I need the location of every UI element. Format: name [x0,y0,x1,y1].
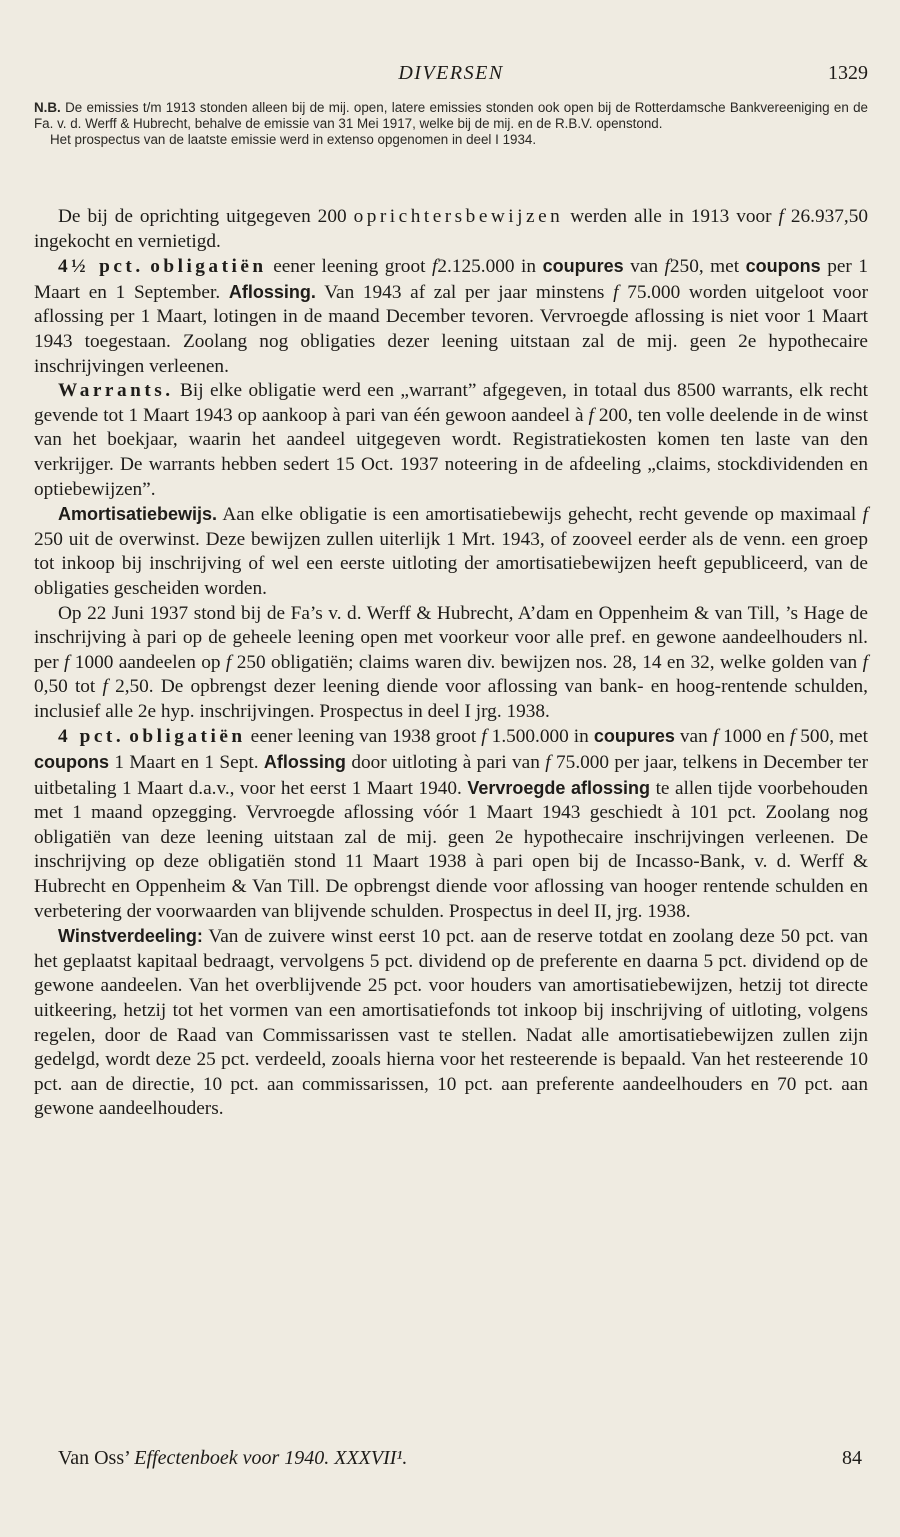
text-run: 0,50 tot [34,676,96,698]
spaced-term: obligatiën [129,726,246,748]
spaced-term: 4½ pct. [58,256,144,278]
text-run: 1.500.000 in [491,726,589,748]
footer-source [58,1447,407,1470]
text-run: van [630,256,658,278]
text-run: eener leening van 1938 groot [250,726,477,748]
bold-term: Aflossing [263,752,346,773]
text-run: 26.937,50 ingekocht en vernietigd. [34,206,868,252]
florin-sign: f [64,651,70,673]
florin-sign: f [789,726,796,748]
text-run: 250 uit de overwinst. Deze bewijzen zullen uiterlijk 1 Mrt. 1943, of zooveel eerder als de venn. een groep tot inkoop bij inschrijving of wel een eerste uitloting der amortisatiebewijzen heeft gepubliceerd, van de obligaties gescheiden worden. [34,528,868,599]
bold-term: Amortisatiebewijs. [58,504,218,525]
florin-sign: f [712,726,719,748]
running-footer [58,1447,862,1473]
footer-book-title: Effectenboek voor 1940. XXXVII¹. [134,1447,408,1469]
text-run: Van de zuivere winst eerst 10 pct. aan de reserve totdat en zoolang deze 50 pct. van het geplaatst kapitaal bedraagt, vervolgens 5 pct. dividend op de preferente en daarna 5 pct. dividend op de gewone aandeelen. Van het overblijvende 25 pct. voor houders van amortisatiebewijzen, hetzij tot directe uitkeering, hetzij tot het vormen van een amortisatiefonds tot inkoop bij inschrijving of uitloting, volgens regelen, door de Raad van Commissarissen vast te stellen. Nadat alle amortisatiebewijzen zullen zijn gedelgd, wordt deze 25 pct. verdeeld, zooals hierna voor het resteerende is bepaald. Van het resteerende 10 pct. aan de directie, 10 pct. aan commissarissen, 10 pct. aan preferente aandeelhouders en 70 pct. aan gewone aandeelhouders. [34,926,868,1120]
paragraph-oprichtersbewijzen [34,205,868,254]
paragraph-inschrijving-1937 [34,602,868,725]
text-run: De bij de oprichting uitgegeven 200 [58,206,347,227]
paragraph-obligaties-4-5 [34,254,868,379]
text-run: 500, met [800,726,868,748]
header-page-number: 1329 [828,62,868,84]
note-paragraph-1 [34,100,868,132]
text-run: 1000 en [723,726,785,748]
text-run: 250, met [669,256,740,278]
note-paragraph-2: Het prospectus van de laatste emissie werd in extenso opgenomen in deel I 1934. [50,132,537,148]
running-header [34,62,868,88]
spaced-term: Warrants. [58,380,174,402]
text-run: per 1 Maart en 1 September. [34,256,869,303]
text-run: 75.000 worden uitgeloot voor aflossing per 1 Maart, lotingen in de maand December tevoren. Vervroegde aflossing is niet voor 1 Maart 1943 toegestaan. Zoolang nog obligaties dezer leening uitstaan zal de mij. geen 2e hypothecaire inschrijvingen verleenen. [34,281,868,377]
florin-sign: f [862,651,868,673]
spaced-term: oprichtersbewijzen [353,206,564,227]
text-run: 75.000 per jaar, telkens in December ter uitbetaling 1 Maart d.a.v., voor het eerst 1 Maart 1940. [34,752,869,799]
florin-sign: f [225,651,232,673]
text-run: werden alle in 1913 voor [570,206,772,227]
bold-term: coupures [542,256,624,277]
note-text-1: De emissies t/m 1913 stonden alleen bij de mij. open, latere emissies stonden ook open bij de Rotterdamsche Bankvereeniging en de Fa. v. d. Werff & Hubrecht, behalve de emissie van 31 Mei 1917, welke bij de mij. en de R.B.V. openstond. [34,100,868,132]
text-run: Van 1943 af zal per jaar minstens [324,281,605,303]
florin-sign: f [588,404,594,426]
paragraph-winstverdeeling [34,924,868,1122]
bold-term: coupures [593,726,675,747]
paragraph-amortisatiebewijs [34,502,868,601]
paragraph-warrants [34,379,868,502]
florin-sign: f [664,256,670,278]
bold-term: Aflossing. [228,281,316,302]
footer-prefix: Van Oss’ [58,1447,130,1469]
note-label: N.B. [34,100,61,115]
florin-sign: f [545,752,551,774]
footnote-block [34,100,868,149]
text-run: 1 Maart en 1 Sept. [114,752,259,774]
text-run: Bij elke obligatie werd een „warrant” afgegeven, in totaal dus 8500 warrants, elk recht gevende tot 1 Maart 1943 op aankoop à pari van één gewoon aandeel à [34,380,868,426]
main-text [34,205,868,1122]
bold-term: Winstverdeeling: [58,926,203,947]
paragraph-obligaties-4 [34,724,868,924]
text-run: 200, ten volle deelende in de winst van het boekjaar, waarin het aandeel uitgegeven wordt. Registratiekosten komen ten laste van den verkrijger. De warrants hebben sedert 15 Oct. 1937 noteering in de afdeeling „claims, stockdividenden en optiebewijzen”. [34,404,868,500]
spaced-term: obligatiën [150,256,267,278]
text-run: 250 obligatiën; claims waren div. bewijzen nos. 28, 14 en 32, welke golden van [236,651,858,673]
text-run: eener leening groot [273,256,426,278]
section-title: DIVERSEN [398,62,504,84]
florin-sign: f [481,726,487,748]
text-run: 1000 aandeelen op [74,651,221,673]
bold-term: Vervroegde aflossing [467,777,651,798]
text-run: 2,50. De opbrengst dezer leening diende voor aflossing van bank- en hoog-rentende schulden, inclusief alle 2e hyp. inschrijvingen. Prospectus in deel I jrg. 1938. [34,676,868,722]
florin-sign: f [432,256,438,278]
text-run: van [679,726,708,748]
text-run: 2.125.000 in [437,256,537,278]
text-run: te allen tijde voorbehouden met 1 maand opzegging. Vervroegde aflossing vóór 1 Maart 1943 geschiedt à 101 pct. Zoolang nog obligatiën van deze leening uitstaan zal de mij. geen 2e hypothecaire inschrijvingen verleenen. De inschrijving op deze obligatiën stond 11 Maart 1938 à pari open bij de Incasso-Bank, v. d. Werff & Hubrecht en Oppenheim & Van Till. De opbrengst diende voor aflossing van hooger rentende schulden en verbetering der voorwaarden van blijvende schulden. Prospectus in deel II, jrg. 1938. [34,777,868,922]
florin-sign: f [102,676,108,698]
florin-sign: f [862,504,868,526]
bold-term: coupons [745,256,821,277]
text-run: door uitloting à pari van [351,752,540,774]
footer-page-number: 84 [842,1447,862,1469]
text-run: Op 22 Juni 1937 stond bij de Fa’s v. d. Werff & Hubrecht, A’dam en Oppenheim & van Till, ’s Hage de inschrijving à pari op de geheele leening open met voorkeur voor alle pref. en gewone aandeelhouders nl. per [34,602,868,673]
text-run: Aan elke obligatie is een amortisatiebewijs gehecht, recht gevende op maximaal [222,504,857,526]
bold-term: coupons [34,752,109,773]
florin-sign: f [613,281,619,303]
florin-sign: f [778,206,784,227]
spaced-term: 4 pct. [58,726,125,748]
